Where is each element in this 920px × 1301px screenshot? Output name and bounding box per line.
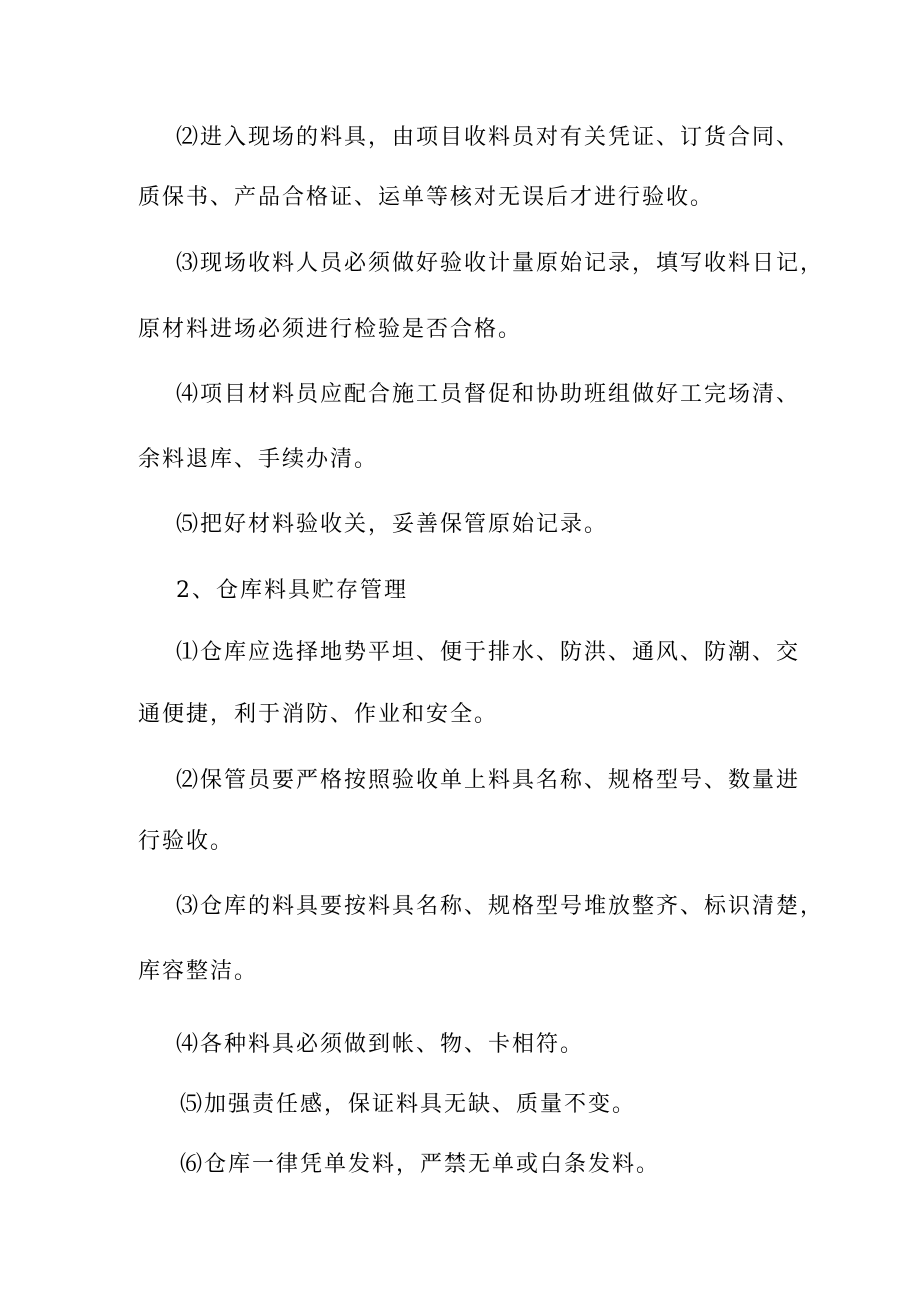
text-line: 质保书、产品合格证、运单等核对无误后才进行验收。 [138, 185, 715, 210]
text-line: ⑹仓库一律凭单发料，严禁无单或白条发料。 [180, 1152, 661, 1177]
text-line: 余料退库、手续办清。 [138, 447, 379, 472]
text-line: 行验收。 [138, 829, 235, 854]
text-line: 通便捷，利于消防、作业和安全。 [138, 702, 499, 727]
text-line: ⑴仓库应选择地势平坦、便于排水、防洪、通风、防潮、交 [176, 640, 801, 665]
text-line: ⑸加强责任感，保证料具无缺、质量不变。 [180, 1092, 637, 1117]
text-line: 原材料进场必须进行检验是否合格。 [138, 317, 523, 342]
text-line: ⑶仓库的料具要按料具名称、规格型号堆放整齐、标识清楚， [176, 894, 825, 919]
text-line: 库容整洁。 [138, 959, 259, 984]
text-line: ⑷项目材料员应配合施工员督促和协助班组做好工完场清、 [176, 382, 801, 407]
text-line: ⑷各种料具必须做到帐、物、卡相符。 [176, 1032, 585, 1057]
text-line: ⑵保管员要严格按照验收单上料具名称、规格型号、数量进 [176, 768, 801, 793]
section-heading: 2、仓库料具贮存管理 [176, 578, 408, 603]
text-line: ⑶现场收料人员必须做好验收计量原始记录，填写收料日记， [176, 251, 825, 276]
text-line: ⑸把好材料验收关，妥善保管原始记录。 [176, 512, 609, 537]
text-line: ⑵进入现场的料具，由项目收料员对有关凭证、订货合同、 [176, 125, 801, 150]
